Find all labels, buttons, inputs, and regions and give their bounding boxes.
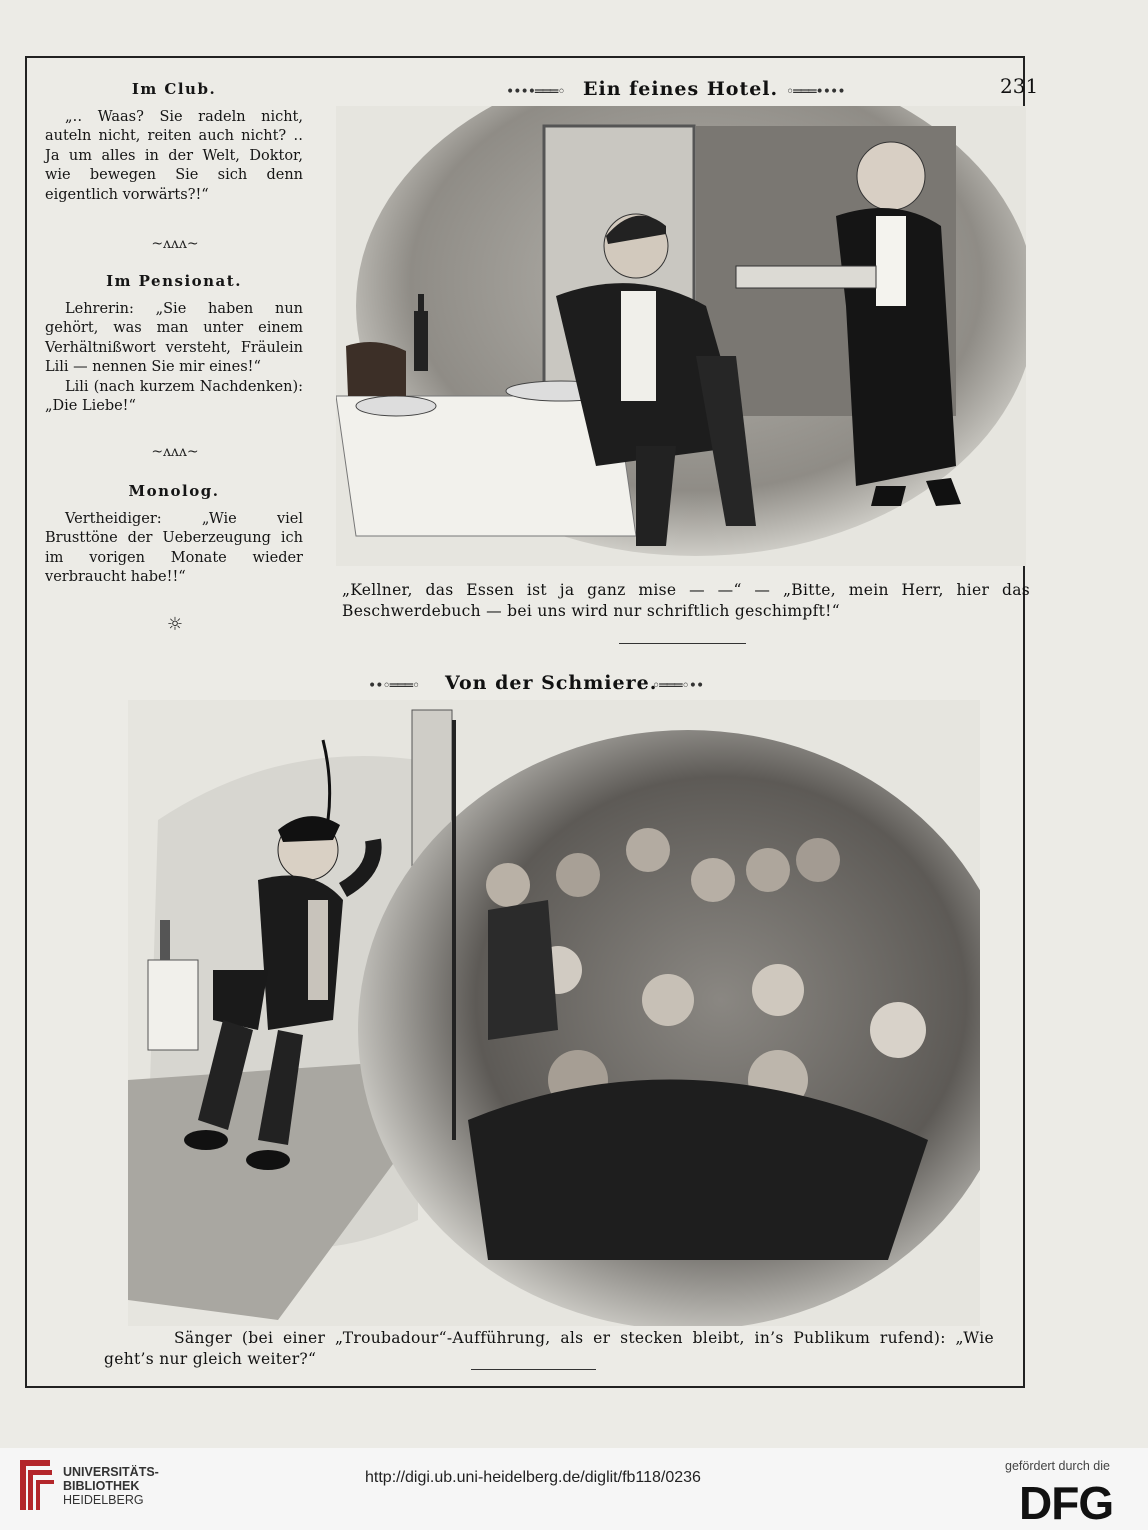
page-title: Ein feines Hotel.	[583, 78, 779, 100]
sidebar-section-pensionat	[45, 272, 303, 417]
ornament-left: ••◦═══◦	[368, 678, 420, 694]
sidebar-section-club	[45, 80, 303, 205]
funding-note: gefördert durch die	[1005, 1459, 1110, 1473]
heading-pensionat: Im Pensionat.	[106, 272, 242, 290]
illustration-stage	[128, 700, 980, 1326]
university-logo-icon[interactable]	[14, 1456, 58, 1516]
text-pensionat-1: Lehrerin: „Sie haben nun gehört, was man unter einem Verhältnißwort versteht, Fräulein Lili — nennen Sie mir eines!“	[45, 300, 303, 375]
university-line-1: UNIVERSITÄTS-	[63, 1465, 159, 1479]
text-monolog: Vertheidiger: „Wie viel Brusttöne der Ueberzeugung ich im vorigen Monate wieder verbraucht habe!!“	[45, 510, 303, 585]
ornament-left: ••••═══◦	[506, 84, 565, 100]
caption-hotel: „Kellner, das Essen ist ja ganz mise — —“ — „Bitte, mein Herr, hier das Beschwerdebuch — bei uns wird nur schriftlich geschimpft!“	[342, 581, 1030, 620]
heading-club: Im Club.	[131, 80, 217, 98]
squiggle-divider: ~ʌʌʌ~	[151, 236, 199, 252]
heading-monolog: Monolog.	[128, 482, 220, 500]
page-number: 231	[1000, 74, 1039, 98]
university-line-3: HEIDELBERG	[63, 1493, 144, 1507]
ornament-right: ◦═══◦••	[652, 678, 704, 694]
permalink-url[interactable]: http://digi.ub.uni-heidelberg.de/diglit/fb118/0236	[365, 1469, 701, 1486]
text-pensionat-2: Lili (nach kurzem Nachdenken): „Die Liebe!“	[45, 378, 303, 414]
footer-bar	[0, 1448, 1148, 1530]
sunburst-ornament: ☼	[166, 614, 184, 635]
squiggle-divider: ~ʌʌʌ~	[151, 444, 199, 460]
university-line-2: BIBLIOTHEK	[63, 1479, 140, 1493]
text-club: „‥ Waas? Sie radeln nicht, auteln nicht, reiten auch nicht? ‥ Ja um alles in der Welt, Doktor, wie bewegen Sie sich denn eigentlich vorwärts?!“	[45, 108, 303, 203]
caption-stage: Sänger (bei einer „Troubadour“-Aufführung, als er stecken bleibt, in’s Publikum rufend): „Wie geht’s nur gleich weiter?“	[104, 1329, 994, 1368]
illustration-hotel	[336, 106, 1026, 566]
dfg-logo[interactable]: DFG	[1019, 1477, 1114, 1529]
university-name[interactable]	[63, 1465, 159, 1507]
divider-rule	[619, 643, 746, 644]
ornament-right: ◦═══••••	[786, 84, 845, 100]
divider-rule	[471, 1369, 596, 1370]
section-title: Von der Schmiere.	[445, 672, 658, 694]
sidebar-section-monolog	[45, 482, 303, 588]
